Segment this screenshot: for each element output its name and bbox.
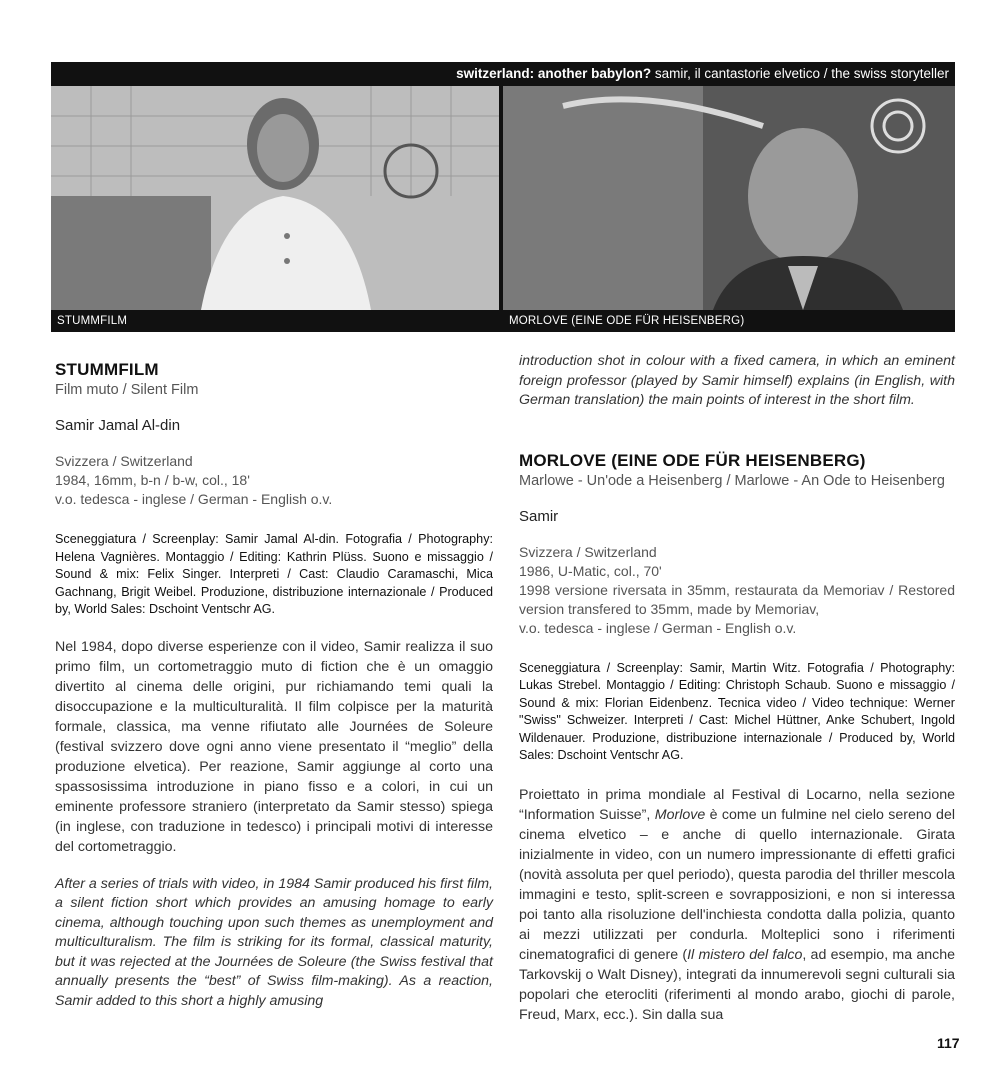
film-credits: Sceneggiatura / Screenplay: Samir, Martin Witz. Fotografia / Photography: Lukas Strebel. Montaggio / Editing: Christoph Schaub. Suono e missaggio / Sound & mix: Florian Eidenbenz. Tecnica video / Video technique: Werner "Swiss" Schweizer. Interpreti / Cast: Michel Hüttner, Anke Schubert, Ingold Wildenauer. Produzione, distribuzione internazionale / Produced by, World Sales: Dschoint Ventschr AG. [519, 660, 955, 762]
section-title: switzerland: another babylon? [456, 66, 652, 81]
stummfilm-caption: STUMMFILM [57, 315, 128, 327]
synopsis-part: Proiettato in prima mondiale al Festival di Locarno, nella sezione “Information Suisse”, [519, 786, 955, 823]
film-director: Samir Jamal Al-din [55, 417, 181, 434]
film-synopsis-en-continued: introduction shot in colour with a fixed camera, in which an eminent foreign professor (played by Samir himself) explains (in English, with German translation) the main points of interest in the short film. [519, 353, 955, 408]
stummfilm-still-illustration [51, 86, 499, 310]
film-title-morlove: MORLOVE (EINE ODE FÜR HEISENBERG) [519, 450, 866, 470]
morlove-still-image [503, 86, 955, 310]
film-language: v.o. tedesca - inglese / German - English o.v. [55, 491, 333, 507]
morlove-caption: MORLOVE (EINE ODE FÜR HEISENBERG) [509, 315, 745, 327]
film-title-reference: Il mistero del falco [687, 946, 803, 963]
film-info [55, 452, 493, 509]
synopsis-part: , ad esempio, ma anche Tarkovskij o Walt Disney), integrati da innumerevoli segni culturali sia popolari che eterocliti (riferimenti al mondo arabo, giochi di parole, Freud, Marx, ecc.). Sin dalla sua [519, 946, 955, 1023]
film-synopsis-it: Nel 1984, dopo diverse esperienze con il video, Samir realizza il suo primo film, un cortometraggio muto di fiction che è un omaggio divertito al cinema delle origini, pur richiamando temi quali la disoccupazione e la multiculturalità. Il film colpisce per la maturità formale, classica, ma venne rifiutato alle Journées de Soleure (festival svizzero dove ogni anno viene presentato il “meglio” della produzione elvetica). Per reazione, Samir aggiunge al corto una spassosissima introduzione in piano fisso e a colori, in cui un eminente professore straniero (interpretato da Samir stesso) spiega (in inglese, con traduzione in tedesco) i principali motivi di interesse del cortometraggio. [55, 638, 493, 855]
section-header [51, 62, 955, 86]
page-number: 117 [937, 1035, 960, 1051]
film-tech: 1984, 16mm, b-n / b-w, col., 18' [55, 472, 250, 488]
film-subtitle: Film muto / Silent Film [55, 382, 199, 398]
film-title-stummfilm: STUMMFILM [55, 360, 159, 379]
synopsis-part: è come un fulmine nel cielo sereno del cinema elvetico – e anche di quello internazionale. Girata inizialmente in video, con un numero impressionante di effetti grafici (novità assoluta per quel periodo), questa parodia del thriller mescola immagini e testo, split-screen e sovrapposizioni, e non si interessa poi tanto alla risoluzione dell'inchiesta condotta dalla polizia, quanto ai mezzi utilizzati per condurla. Molteplici sono i riferimenti cinematografici di genere ( [519, 806, 955, 963]
film-synopsis-it [519, 785, 955, 1025]
section-subtitle: samir, il cantastorie elvetico / the swiss storyteller [651, 66, 949, 81]
left-column [55, 352, 493, 1011]
film-restoration: 1998 versione riversata in 35mm, restaurata da Memoriav / Restored version transfered to 35mm, made by Memoriav, [519, 581, 955, 617]
film-credits: Sceneggiatura / Screenplay: Samir Jamal Al-din. Fotografia / Photography: Helena Vagnières. Montaggio / Editing: Kathrin Plüss. Suono e missaggio / Sound & mix: Felix Singer. Interpreti / Cast: Claudio Caramaschi, Mica Gachnang, Brigit Weibel. Produzione, distribuzione internazionale / Produced by, World Sales: Dschoint Ventschr AG. [55, 532, 493, 616]
film-language: v.o. tedesca - inglese / German - English o.v. [519, 619, 797, 636]
film-stills-strip [51, 62, 955, 332]
film-subtitle: Marlowe - Un'ode a Heisenberg / Marlowe - An Ode to Heisenberg [519, 472, 945, 489]
morlove-still-illustration [503, 86, 955, 310]
stummfilm-still-image [51, 86, 499, 310]
film-director: Samir [519, 507, 559, 525]
film-country: Svizzera / Switzerland [519, 543, 657, 560]
film-synopsis-en: After a series of trials with video, in 1984 Samir produced his first film, a silent fiction short which provides an amusing homage to early cinema, although touching upon such themes as unemployment and multiculturalism. The film is striking for its formal, classical maturity, but it was rejected at the Journées de Soleure (the Swiss festival that annually presents the “best” of Swiss film-making). As a reaction, Samir added to this short a highly amusing [55, 875, 493, 1009]
right-column [519, 352, 955, 1025]
film-tech: 1986, U-Matic, col., 70' [519, 562, 662, 579]
film-info [519, 543, 955, 638]
film-title-reference: Morlove [654, 806, 706, 823]
film-country: Svizzera / Switzerland [55, 453, 193, 469]
